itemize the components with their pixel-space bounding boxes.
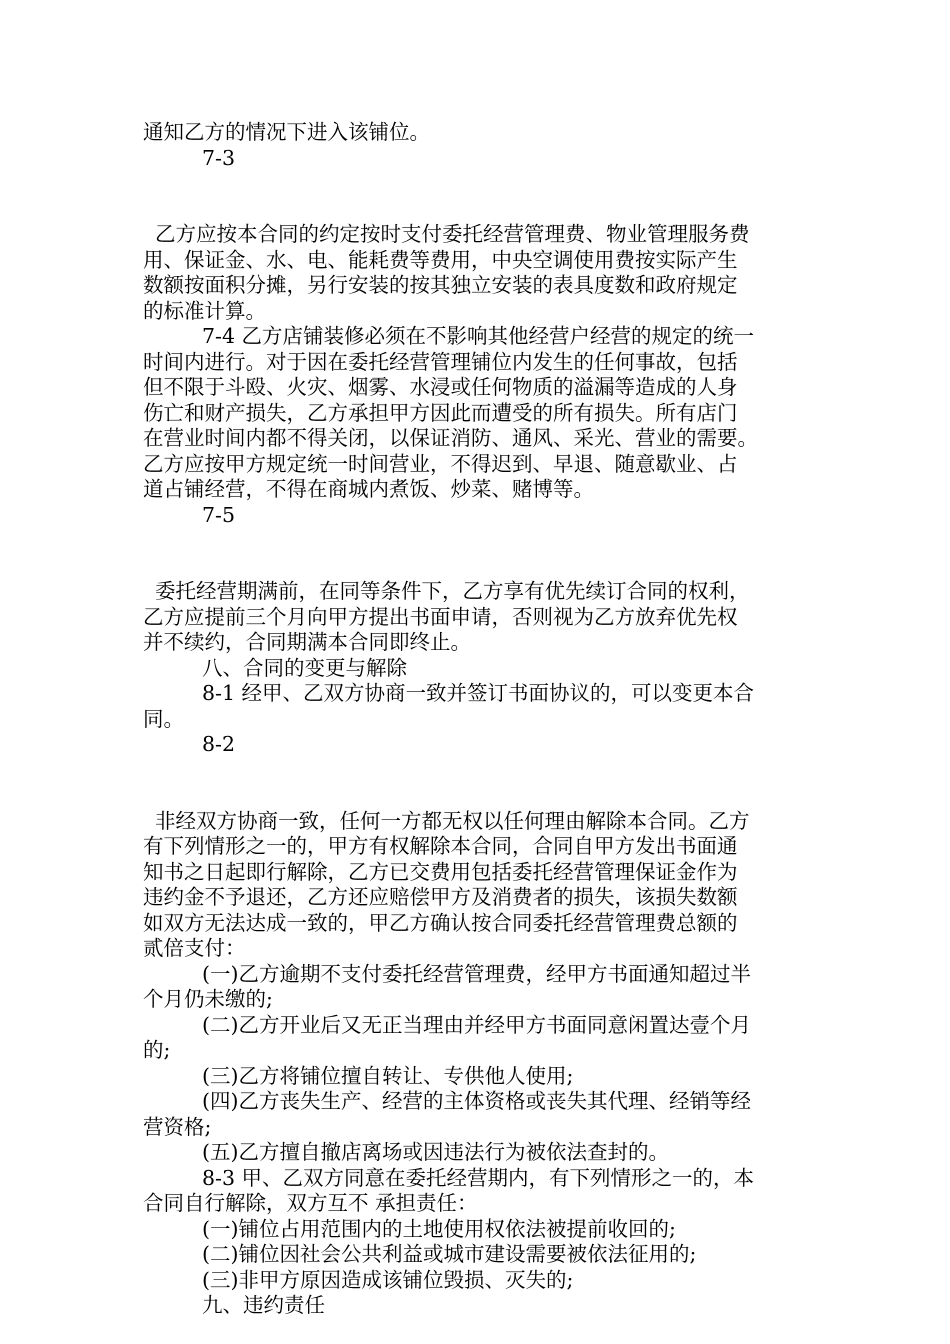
- blank-line: [143, 528, 823, 554]
- text-line: 并不续约，合同期满本合同即终止。: [143, 630, 471, 654]
- text-line: 合同自行解除，双方互不 承担责任：: [143, 1191, 478, 1215]
- text-line: 非经双方协商一致，任何一方都无权以任何理由解除本合同。乙方: [155, 808, 750, 833]
- clause-number: 7-5: [202, 502, 236, 527]
- text-line: 有下列情形之一的，甲方有权解除本合同，合同自甲方发出书面通: [143, 834, 738, 858]
- text-line: 违约金不予退还，乙方还应赔偿甲方及消费者的损失，该损失数额: [143, 885, 738, 909]
- text-line: 8-3 甲、乙双方同意在委托经营期内，有下列情形之一的，本: [202, 1165, 755, 1190]
- text-line: 伤亡和财产损失，乙方承担甲方因此而遭受的所有损失。所有店门: [143, 400, 738, 425]
- list-item: (三)乙方将铺位擅自转让、专供他人使用;: [202, 1063, 574, 1088]
- list-item: (一)乙方逾期不支付委托经营管理费，经甲方书面通知超过半: [202, 961, 751, 986]
- text-line: 知书之日起即行解除，乙方已交费用包括委托经营管理保证金作为: [143, 859, 738, 884]
- text-line: 道占铺经营，不得在商城内煮饭、炒菜、赌博等。: [143, 477, 594, 501]
- list-item: (四)乙方丧失生产、经营的主体资格或丧失其代理、经销等经: [202, 1089, 751, 1113]
- list-item: (二)乙方开业后又无正当理由并经甲方书面同意闲置达壹个月: [202, 1012, 751, 1037]
- text-line: 时间内进行。对于因在委托经营管理铺位内发生的任何事故，包括: [143, 349, 738, 374]
- text-line: 通知乙方的情况下进入该铺位。: [143, 120, 430, 144]
- text-line: 在营业时间内都不得关闭，以保证消防、通风、采光、营业的需要。: [143, 426, 758, 450]
- text-line: 的;: [143, 1038, 171, 1062]
- clause-number: 7-3: [202, 145, 236, 170]
- text-line: 7-4 乙方店铺装修必须在不影响其他经营户经营的规定的统一: [202, 324, 755, 348]
- text-line: 用、保证金、水、电、能耗费等费用，中央空调使用费按实际产生: [143, 247, 738, 272]
- clause-number: 8-2: [202, 732, 236, 756]
- blank-line: [143, 197, 823, 223]
- text-line: 贰倍支付：: [143, 936, 246, 960]
- blank-line: [143, 554, 823, 580]
- list-item: (三)非甲方原因造成该铺位毁损、灭失的;: [202, 1267, 574, 1292]
- list-item: (一)铺位占用范围内的土地使用权依法被提前收回的;: [202, 1216, 676, 1241]
- text-line: 委托经营期满前，在同等条件下，乙方享有优先续订合同的权利，: [155, 579, 750, 603]
- list-item: (五)乙方擅自撤店离场或因违法行为被依法查封的。: [202, 1140, 669, 1164]
- text-line: 乙方应按甲方规定统一时间营业，不得迟到、早退、随意歇业、占: [143, 451, 738, 476]
- text-line: 的标准计算。: [143, 298, 266, 323]
- text-line: 营资格;: [143, 1114, 212, 1139]
- blank-line: [143, 783, 823, 809]
- contract-page: [143, 120, 823, 1319]
- text-line: 但不限于斗殴、火灾、烟雾、水浸或任何物质的溢漏等造成的人身: [143, 375, 738, 399]
- text-line: 乙方应提前三个月向甲方提出书面申请，否则视为乙方放弃优先权: [143, 604, 738, 629]
- text-line: 同。: [143, 706, 184, 731]
- section-heading: 九、违约责任: [202, 1293, 325, 1317]
- text-line: 如双方无法达成一致的，甲乙方确认按合同委托经营管理费总额的: [143, 910, 738, 935]
- text-line: 个月仍未缴的;: [143, 987, 273, 1011]
- list-item: (二)铺位因社会公共利益或城市建设需要被依法征用的;: [202, 1242, 697, 1266]
- text-line: 数额按面积分摊，另行安装的按其独立安装的表具度数和政府规定: [143, 273, 738, 297]
- text-line: 乙方应按本合同的约定按时支付委托经营管理费、物业管理服务费: [155, 222, 750, 246]
- text-line: 8-1 经甲、乙双方协商一致并签订书面协议的，可以变更本合: [202, 681, 755, 705]
- section-heading: 八、合同的变更与解除: [202, 655, 407, 680]
- blank-line: [143, 758, 823, 784]
- blank-line: [143, 171, 823, 197]
